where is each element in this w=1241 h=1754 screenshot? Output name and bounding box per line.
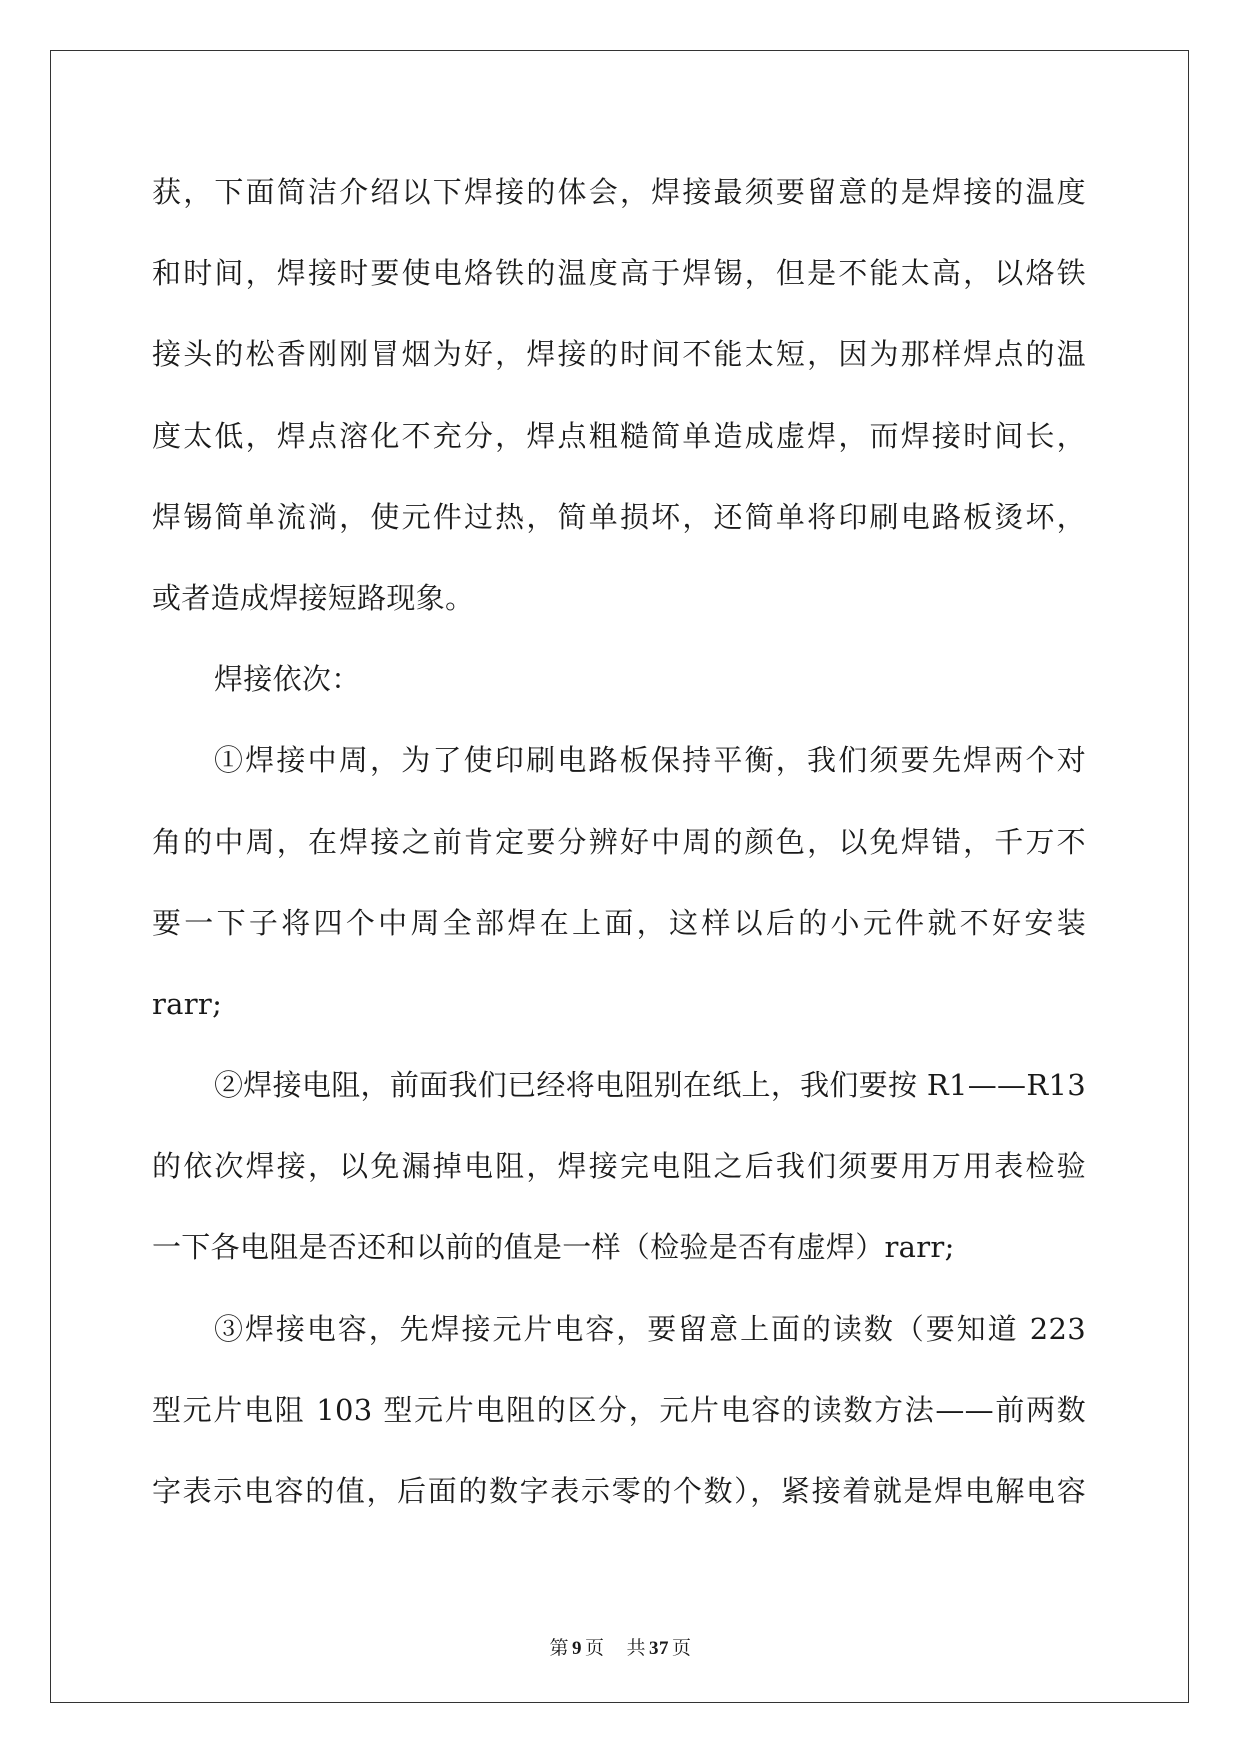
paragraph-line: ③焊接电容，先焊接元片电容，要留意上面的读数（要知道 223 [214,1311,1086,1346]
section-heading: 焊接依次： [214,662,361,697]
footer-prefix: 第 [549,1637,569,1659]
paragraph-line: 获，下面简洁介绍以下焊接的体会，焊接最须要留意的是焊接的温度 [152,175,1086,209]
current-page-number: 9 [571,1638,582,1659]
paragraph-line: 角的中周，在焊接之前肯定要分辨好中周的颜色，以免焊错，千万不 [152,824,1086,859]
paragraph-line: 字表示电容的值，后面的数字表示零的个数），紧接着就是焊电解电容 [152,1474,1086,1508]
footer-page-unit: 页 [584,1637,605,1659]
paragraph-line: 接头的松香刚刚冒烟为好，焊接的时间不能太短，因为那样焊点的温 [152,337,1086,372]
paragraph-line: 型元片电阻 103 型元片电阻的区分，元片电容的读数方法——前两数 [152,1392,1086,1427]
document-body [152,162,1086,1542]
paragraph-line: 或者造成焊接短路现象。 [152,580,475,615]
paragraph-line: ①焊接中周，为了使印刷电路板保持平衡，我们须要先焊两个对 [214,743,1086,778]
paragraph-line: ②焊接电阻，前面我们已经将电阻别在纸上，我们要按 R1——R13 [214,1068,1086,1103]
page-footer [0,1633,1241,1660]
paragraph-line: 度太低，焊点溶化不充分，焊点粗糙简单造成虚焊，而焊接时间长， [152,418,1086,453]
paragraph-line: 要一下子将四个中周全部焊在上面，这样以后的小元件就不好安装 [152,905,1086,940]
footer-total-prefix: 共 [626,1637,647,1659]
paragraph-line: 和时间，焊接时要使电烙铁的温度高于焊锡，但是不能太高，以烙铁 [152,256,1086,291]
paragraph-line: 焊锡简单流淌，使元件过热，简单损坏，还简单将印刷电路板烫坏， [152,499,1086,534]
paragraph-line: 的依次焊接，以免漏掉电阻，焊接完电阻之后我们须要用万用表检验 [152,1149,1086,1184]
total-pages-number: 37 [649,1638,670,1659]
paragraph-line: 一下各电阻是否还和以前的值是一样（检验是否有虚焊）rarr; [152,1230,955,1265]
paragraph-line: rarr; [152,986,223,1021]
footer-total-unit: 页 [672,1637,692,1659]
